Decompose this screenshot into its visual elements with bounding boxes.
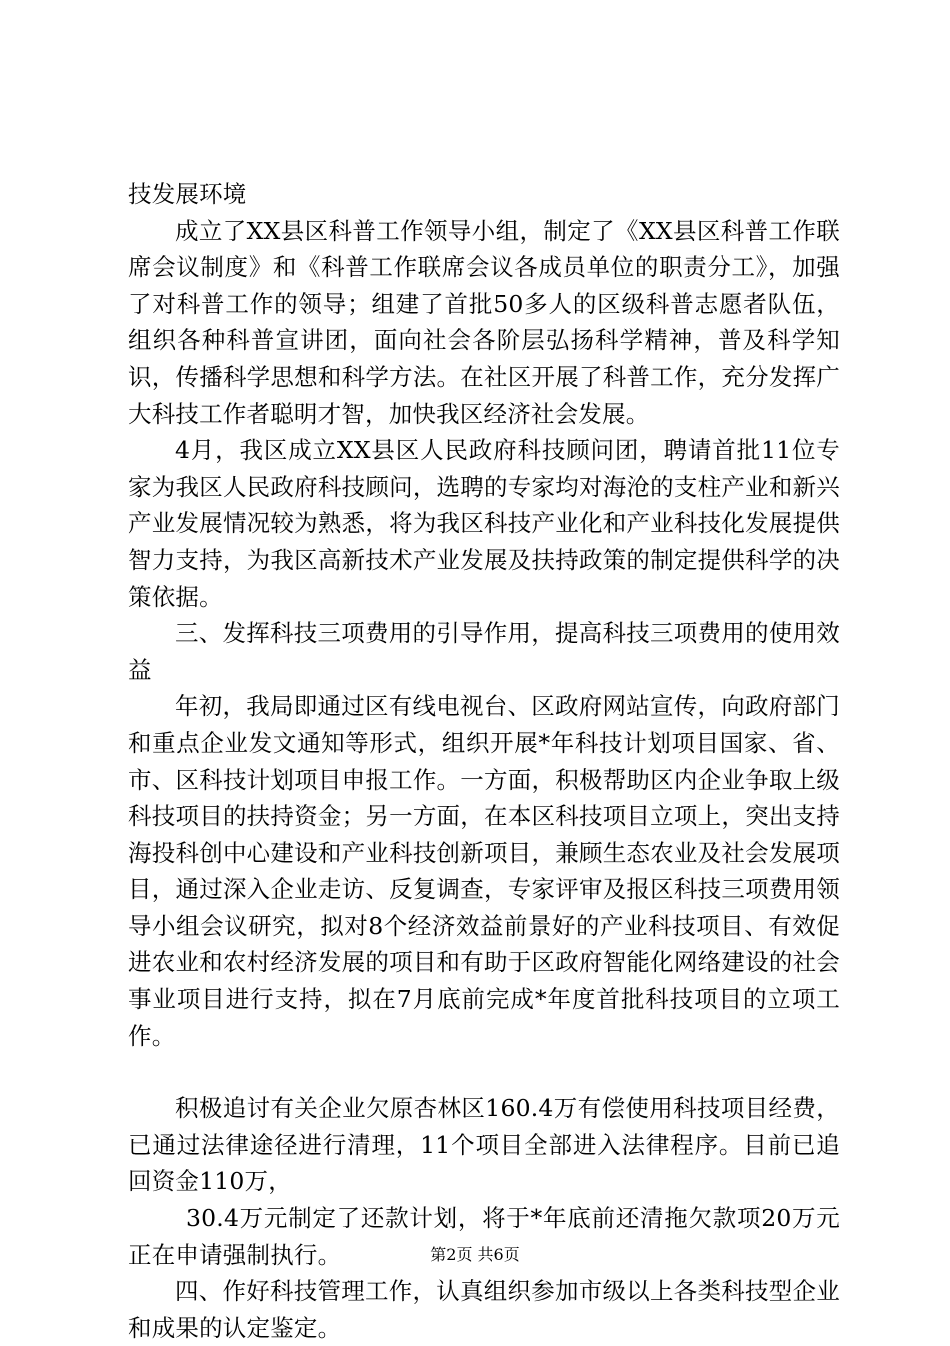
paragraph-advisory-group: 4月，我区成立XX县区人民政府科技顾问团，聘请首批11位专家为我区人民政府科技顾问，选聘的专家均对海沧的支柱产业和新兴产业发展情况较为熟悉，将为我区科技产业化和产业科技化发展提供智力支持，为我区高新技术产业发展及扶持政策的制定提供科学的决策依据。 <box>128 436 840 611</box>
section-heading-three: 三、发挥科技三项费用的引导作用，提高科技三项费用的使用效益 <box>128 619 840 684</box>
paragraph-heading-continuation: 技发展环境 <box>128 180 247 208</box>
paragraph-science-popularization: 成立了XX县区科普工作领导小组，制定了《XX县区科普工作联席会议制度》和《科普工作联席会议各成员单位的职责分工》，加强了对科普工作的领导；组建了首批50多人的区级科普志愿者队伍，组织各种科普宣讲团，面向社会各阶层弘扬科学精神，普及科学知识，传播科学思想和科学方法。在社区开展了科普工作，充分发挥广大科技工作者聪明才智，加快我区经济社会发展。 <box>128 216 840 428</box>
paragraph-gap <box>128 1054 840 1090</box>
section-heading-four: 四、作好科技管理工作，认真组织参加市级以上各类科技型企业和成果的认定鉴定。 <box>128 1277 840 1342</box>
paragraph-project-application: 年初，我局即通过区有线电视台、区政府网站宣传，向政府部门和重点企业发文通知等形式，组织开展*年科技计划项目国家、省、市、区科技计划项目申报工作。一方面，积极帮助区内企业争取上级科技项目的扶持资金；另一方面，在本区科技项目立项上，突出支持海投科创中心建设和产业科技创新项目，兼顾生态农业及社会发展项目，通过深入企业走访、反复调查，专家评审及报区科技三项费用领导小组会议研究，拟对8个经济效益前景好的产业科技项目、有效促进农业和农村经济发展的项目和有助于区政府智能化网络建设的社会事业项目进行支持，拟在7月底前完成*年度首批科技项目的立项工作。 <box>128 692 840 1050</box>
page-number-label: 第2页 共6页 <box>430 1245 520 1264</box>
paragraph-fund-recovery: 积极追讨有关企业欠原杏林区160.4万有偿使用科技项目经费，已通过法律途径进行清理，11个项目全部进入法律程序。目前已追回资金110万， <box>128 1094 840 1196</box>
document-body <box>128 176 840 1346</box>
paragraph-repayment-plan: 30.4万元制定了还款计划，将于*年底前还清拖欠款项20万元正在申请强制执行。 <box>128 1204 840 1269</box>
page-footer <box>0 1245 950 1265</box>
